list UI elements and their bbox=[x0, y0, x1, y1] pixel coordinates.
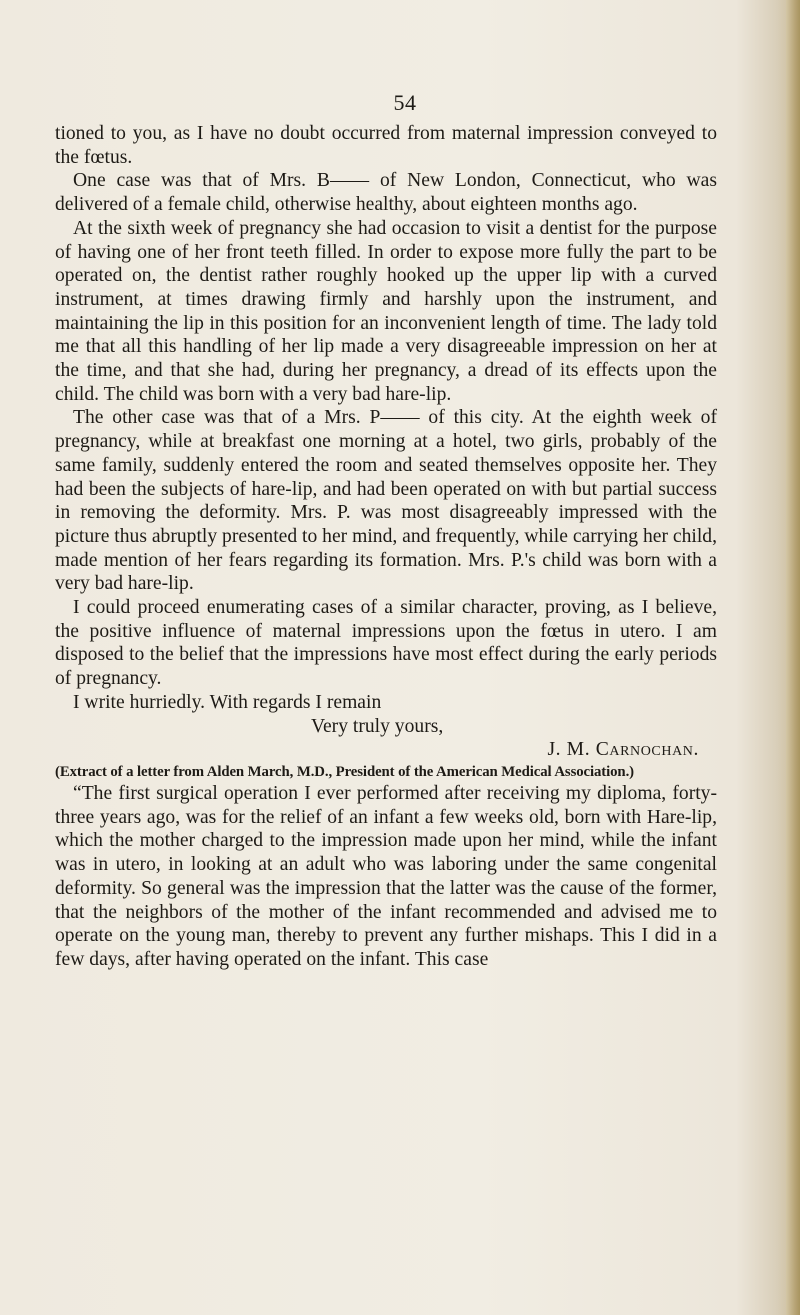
letter-paragraph-2: At the sixth week of pregnancy she had occasion to visit a dentist for the purpose of having one of her front teeth filled. In order to expose more fully the part to be operated on, the dentist rather roughly hooked up the upper lip with a curved instrument, at times drawing firmly and harshly upon the instrument, and maintaining the lip in this position for an inconvenient length of time. The lady told me that all this handling of her lip made a very disagreeable impression on her at the time, and that she had, during her pregnancy, a dread of its effects upon the child. The child was born with a very bad hare-lip. bbox=[55, 217, 717, 405]
extract-body: “The first surgical operation I ever performed after receiving my diploma, forty-three years ago, was for the relief of an infant a few weeks old, born with Hare-lip, which the mother charged to the impression made upon her mind, while the infant was in utero, in looking at an adult who was laboring under the same congenital deformity. So general was the impression that the latter was the cause of the former, that the neighbors of the mother of the infant recommended and advised me to operate on the young man, thereby to prevent any further mishaps. This I did in a few days, after having operated on the infant. This case bbox=[55, 782, 717, 970]
letter-closing: Very truly yours, bbox=[311, 715, 444, 737]
extract-heading: (Extract of a letter from Alden March, M.D., President of the American Medical Association.) bbox=[55, 763, 634, 780]
page-edge bbox=[786, 0, 800, 1315]
page-number: 54 bbox=[393, 90, 417, 115]
letter-signature: J. M. Carnochan. bbox=[547, 739, 699, 761]
page-text bbox=[55, 122, 717, 972]
letter-paragraph-1: One case was that of Mrs. B—— of New London, Connecticut, who was delivered of a female child, otherwise healthy, about eighteen months ago. bbox=[55, 170, 717, 216]
letter-paragraph-4: I could proceed enumerating cases of a similar character, proving, as I believe, the positive influence of maternal impressions upon the fœtus in utero. I am disposed to the belief that the impressions have most effect during the early periods of pregnancy. bbox=[55, 597, 717, 690]
letter-paragraph-3: The other case was that of a Mrs. P—— of this city. At the eighth week of pregnancy, while at breakfast one morning at a hotel, two girls, probably of the same family, suddenly entered the room and seated themselves opposite her. They had been the subjects of hare-lip, and had been operated on with but partial success in removing the deformity. Mrs. P. was most disagreeably impressed with the picture thus abruptly presented to her mind, and frequently, while carrying her child, made mention of her fears regarding its formation. Mrs. P.'s child was born with a very bad hare-lip. bbox=[55, 407, 717, 595]
letter-opening: tioned to you, as I have no doubt occurred from maternal impression conveyed to the fœtus. bbox=[55, 123, 717, 168]
letter-paragraph-5: I write hurriedly. With regards I remain bbox=[73, 691, 382, 713]
